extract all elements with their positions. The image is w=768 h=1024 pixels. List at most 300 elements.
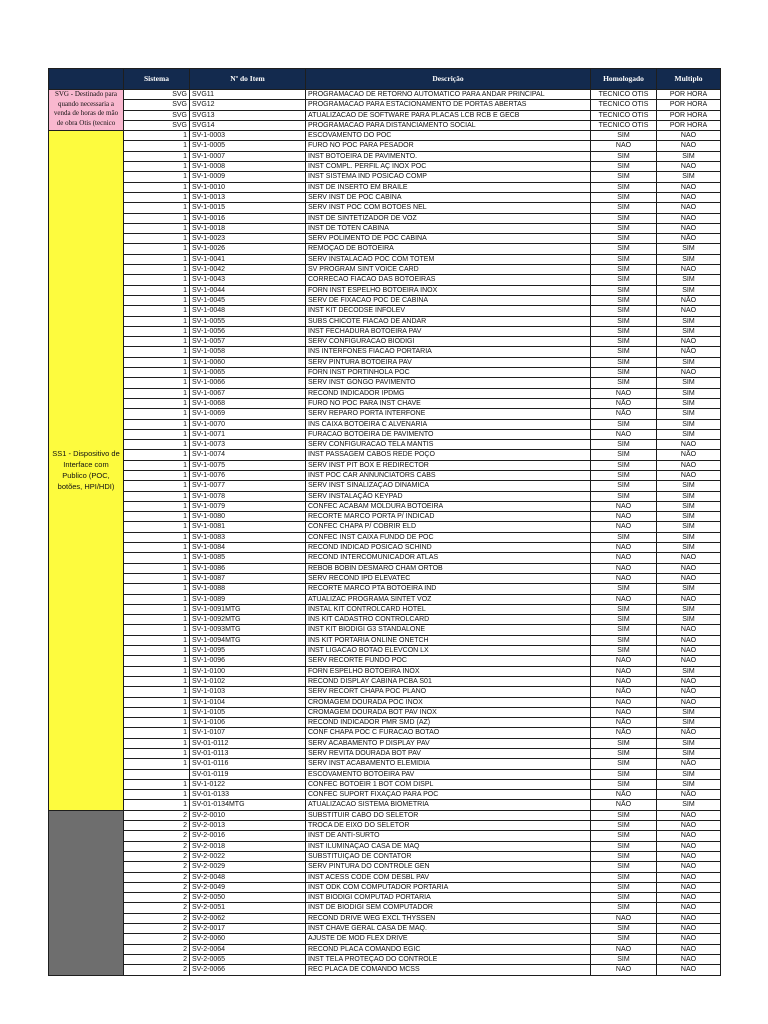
descricao-cell: INS KIT PORTARIA ONLINE ONETCH	[306, 635, 591, 645]
homologado-cell: NAO	[591, 553, 657, 563]
header-row	[49, 69, 721, 90]
item-cell: SV-2-0010	[190, 810, 306, 820]
multiplo-cell: NAO	[657, 192, 721, 202]
sistema-cell: 1	[124, 234, 190, 244]
table-row	[49, 162, 721, 172]
sistema-cell: 2	[124, 882, 190, 892]
multiplo-cell: NAO	[657, 573, 721, 583]
multiplo-cell: SIM	[657, 172, 721, 182]
item-cell: SV-1-0073	[190, 440, 306, 450]
table-row	[49, 501, 721, 511]
homologado-cell: NAO	[591, 141, 657, 151]
sistema-cell: 1	[124, 440, 190, 450]
descricao-cell: INST KIT DECODSE INFOLEV	[306, 306, 591, 316]
homologado-cell: SIM	[591, 337, 657, 347]
homologado-cell: NAO	[591, 913, 657, 923]
table-row	[49, 419, 721, 429]
table-row	[49, 388, 721, 398]
descricao-cell: SERV INST POC COM BOTOES NEL	[306, 203, 591, 213]
descricao-cell: INST ODK COM COMPUTADOR PORTARIA	[306, 882, 591, 892]
sistema-cell: 1	[124, 676, 190, 686]
descricao-cell: PROGRAMACAO PARA ESTACIONAMENTO DE PORTAS ABERTAS	[306, 100, 591, 110]
multiplo-cell: NAO	[657, 182, 721, 192]
sistema-cell: 1	[124, 460, 190, 470]
item-cell: SV-1-0026	[190, 244, 306, 254]
multiplo-cell: NAO	[657, 306, 721, 316]
descricao-cell: INS INTERFONES FIACAO PORTARIA	[306, 347, 591, 357]
table-row	[49, 440, 721, 450]
item-cell: SV-1-0008	[190, 162, 306, 172]
descricao-cell: SERV CONFIGURACAO TELA MANTIS	[306, 440, 591, 450]
homologado-cell: SIM	[591, 450, 657, 460]
table-row	[49, 553, 721, 563]
table-row	[49, 584, 721, 594]
sistema-cell: 1	[124, 182, 190, 192]
homologado-cell: SIM	[591, 934, 657, 944]
table-row	[49, 254, 721, 264]
homologado-cell: SIM	[591, 347, 657, 357]
multiplo-cell: NAO	[657, 635, 721, 645]
homologado-cell: SIM	[591, 131, 657, 141]
sistema-cell: 1	[124, 162, 190, 172]
homologado-cell: NAO	[591, 707, 657, 717]
table-row	[49, 635, 721, 645]
descricao-cell: ESCOVAMENTO DO POC	[306, 131, 591, 141]
item-cell: SV-2-0065	[190, 954, 306, 964]
table-row	[49, 594, 721, 604]
multiplo-cell: POR HORA	[657, 100, 721, 110]
table-row	[49, 368, 721, 378]
item-cell: SV-2-0013	[190, 821, 306, 831]
item-cell: SV-1-0048	[190, 306, 306, 316]
homologado-cell: NAO	[591, 429, 657, 439]
item-cell: SV-1-0066	[190, 378, 306, 388]
table-row	[49, 790, 721, 800]
multiplo-cell: SIM	[657, 378, 721, 388]
group-label-cell	[49, 90, 124, 131]
table-row	[49, 337, 721, 347]
table-row	[49, 316, 721, 326]
descricao-cell: SERV REVITA DOURADA BOT PAV	[306, 749, 591, 759]
descricao-cell: INS KIT CADASTRO CONTROLCARD	[306, 615, 591, 625]
table-row	[49, 141, 721, 151]
descricao-cell: CORRECAO FIACAO DAS BOTOEIRAS	[306, 275, 591, 285]
item-cell: SV-1-0007	[190, 151, 306, 161]
descricao-cell: INST DE TOTEN CABINA	[306, 223, 591, 233]
homologado-cell: NÃO	[591, 790, 657, 800]
item-cell: SV-2-0016	[190, 831, 306, 841]
sistema-cell: SVG	[124, 90, 190, 100]
multiplo-cell: SIM	[657, 357, 721, 367]
descricao-cell: FURACAO BOTOEIRA DE PAVIMENTO	[306, 429, 591, 439]
descricao-cell: SERV RECORT CHAPA POC PLANO	[306, 687, 591, 697]
item-cell: SV-2-0048	[190, 872, 306, 882]
table-row	[49, 924, 721, 934]
multiplo-cell: NÃO	[657, 347, 721, 357]
sistema-cell: 1	[124, 553, 190, 563]
item-cell: SV-1-0107	[190, 728, 306, 738]
multiplo-cell: NAO	[657, 625, 721, 635]
sistema-cell: 1	[124, 532, 190, 542]
item-cell: SV-2-0017	[190, 924, 306, 934]
descricao-cell: INST DE BIODIGI SEM COMPUTADOR	[306, 903, 591, 913]
descricao-cell: RECORTE MARCO PTA BOTOEIRA IND	[306, 584, 591, 594]
homologado-cell: SIM	[591, 810, 657, 820]
sistema-cell	[124, 769, 190, 779]
table-row	[49, 265, 721, 275]
item-cell: SV-1-0075	[190, 460, 306, 470]
descricao-cell: RECOND INDICADOR IPDMG	[306, 388, 591, 398]
item-cell: SV-2-0022	[190, 851, 306, 861]
homologado-cell: SIM	[591, 954, 657, 964]
descricao-cell: ATUALIZACAO DE SOFTWARE PARA PLACAS LCB RCB E GECB	[306, 110, 591, 120]
descricao-cell: SV PROGRAM SINT VOICE CARD	[306, 265, 591, 275]
table-row	[49, 934, 721, 944]
homologado-cell: TECNICO OTIS	[591, 110, 657, 120]
item-cell: SVG13	[190, 110, 306, 120]
multiplo-cell: NAO	[657, 934, 721, 944]
homologado-cell: SIM	[591, 635, 657, 645]
item-cell: SV-1-0080	[190, 512, 306, 522]
header-homologado: Homologado	[591, 69, 657, 90]
sistema-cell: 1	[124, 707, 190, 717]
table-row	[49, 100, 721, 110]
item-cell: SV-01-0116	[190, 759, 306, 769]
sistema-cell: 1	[124, 481, 190, 491]
descricao-cell: SERV INST ACABAMENTO ELEMIDIA	[306, 759, 591, 769]
multiplo-cell: NAO	[657, 810, 721, 820]
sistema-cell: 1	[124, 450, 190, 460]
homologado-cell: NAO	[591, 512, 657, 522]
table-row	[49, 172, 721, 182]
multiplo-cell: NÃO	[657, 295, 721, 305]
multiplo-cell: SIM	[657, 718, 721, 728]
item-cell: SV-1-0078	[190, 491, 306, 501]
descricao-cell: REC PLACA DE COMANDO MCSS	[306, 965, 591, 975]
table-row	[49, 882, 721, 892]
homologado-cell: SIM	[591, 851, 657, 861]
item-cell: SV-2-0060	[190, 934, 306, 944]
descricao-cell: SUBSTITUIÇAO DE CONTATOR	[306, 851, 591, 861]
item-cell: SV-01-0113	[190, 749, 306, 759]
descricao-cell: RECOND DISPLAY CABINA PCBA S01	[306, 676, 591, 686]
item-cell: SV-1-0018	[190, 223, 306, 233]
homologado-cell: SIM	[591, 213, 657, 223]
homologado-cell: SIM	[591, 481, 657, 491]
item-cell: SV-1-0081	[190, 522, 306, 532]
descricao-cell: INS CAIXA BOTOEIRA C ALVENARIA	[306, 419, 591, 429]
multiplo-cell: NAO	[657, 141, 721, 151]
sistema-cell: 1	[124, 398, 190, 408]
sistema-cell: 1	[124, 543, 190, 553]
multiplo-cell: SIM	[657, 769, 721, 779]
descricao-cell: RECOND PLACA COMANDO EGIC	[306, 944, 591, 954]
homologado-cell: NAO	[591, 656, 657, 666]
homologado-cell: SIM	[591, 470, 657, 480]
item-cell: SV-01-0119	[190, 769, 306, 779]
table-row	[49, 831, 721, 841]
homologado-cell: NAO	[591, 697, 657, 707]
table-row	[49, 893, 721, 903]
homologado-cell: SIM	[591, 254, 657, 264]
sistema-cell: 2	[124, 944, 190, 954]
item-cell: SV-2-0049	[190, 882, 306, 892]
item-cell: SV-1-0009	[190, 172, 306, 182]
item-cell: SV-1-0079	[190, 501, 306, 511]
table-row	[49, 460, 721, 470]
descricao-cell: SUBSTITUIR CABO DO SELETOR	[306, 810, 591, 820]
descricao-cell: CROMAGEM DOURADA POC INOX	[306, 697, 591, 707]
sistema-cell: 2	[124, 893, 190, 903]
descricao-cell: ATUALIZACAO SISTEMA BIOMETRIA	[306, 800, 591, 810]
table-row	[49, 872, 721, 882]
multiplo-cell: SIM	[657, 244, 721, 254]
multiplo-cell: SIM	[657, 512, 721, 522]
item-cell: SV-1-0056	[190, 326, 306, 336]
homologado-cell: SIM	[591, 326, 657, 336]
item-cell: SV-1-0092MTG	[190, 615, 306, 625]
multiplo-cell: SIM	[657, 707, 721, 717]
table-row	[49, 821, 721, 831]
descricao-cell: RECOND DRIVE WEG EXCL THYSSEN	[306, 913, 591, 923]
multiplo-cell: NAO	[657, 924, 721, 934]
homologado-cell: TECNICO OTIS	[591, 90, 657, 100]
sistema-cell: 1	[124, 388, 190, 398]
descricao-cell: INST KIT BIODIGI G3 STANDALONE	[306, 625, 591, 635]
homologado-cell: SIM	[591, 903, 657, 913]
descricao-cell: SERV CONFIGURACAO BIODIGI	[306, 337, 591, 347]
homologado-cell: SIM	[591, 378, 657, 388]
table-row	[49, 656, 721, 666]
descricao-cell: RECOND INDICADOR PMR SMD (AZ)	[306, 718, 591, 728]
sistema-cell: 1	[124, 584, 190, 594]
sistema-cell: 1	[124, 501, 190, 511]
homologado-cell: NAO	[591, 666, 657, 676]
homologado-cell: SIM	[591, 234, 657, 244]
sistema-cell: 1	[124, 203, 190, 213]
table-row	[49, 223, 721, 233]
multiplo-cell: SIM	[657, 666, 721, 676]
descricao-cell: SERV POLIMENTO DE POC CABINA	[306, 234, 591, 244]
descricao-cell: INST ACESS CODE COM DESBL PAV	[306, 872, 591, 882]
item-cell: SV-2-0064	[190, 944, 306, 954]
multiplo-cell: NAO	[657, 213, 721, 223]
item-cell: SV-1-0045	[190, 295, 306, 305]
sistema-cell: 1	[124, 594, 190, 604]
sistema-cell: 1	[124, 697, 190, 707]
sistema-cell: 1	[124, 625, 190, 635]
homologado-cell: SIM	[591, 491, 657, 501]
sistema-cell: 1	[124, 285, 190, 295]
descricao-cell: FURO NO POC PARA PESADOR	[306, 141, 591, 151]
homologado-cell: SIM	[591, 924, 657, 934]
table-row	[49, 862, 721, 872]
multiplo-cell: SIM	[657, 388, 721, 398]
sistema-cell: 1	[124, 491, 190, 501]
descricao-cell: CONFEC INST CAIXA FUNDO DE POC	[306, 532, 591, 542]
group-label-cell	[49, 810, 124, 975]
multiplo-cell: SIM	[657, 749, 721, 759]
homologado-cell: SIM	[591, 275, 657, 285]
homologado-cell: SIM	[591, 244, 657, 254]
sistema-cell: 1	[124, 244, 190, 254]
multiplo-cell: NÃO	[657, 728, 721, 738]
descricao-cell: INST FECHADURA BOTOEIRA PAV	[306, 326, 591, 336]
descricao-cell: INST PASSAGEM CABOS REDE POÇO	[306, 450, 591, 460]
table-row	[49, 810, 721, 820]
table-row	[49, 944, 721, 954]
table-row	[49, 800, 721, 810]
item-cell: SV-1-0100	[190, 666, 306, 676]
item-cell: SV-1-0106	[190, 718, 306, 728]
item-cell: SV-1-0089	[190, 594, 306, 604]
header-item: Nº do Item	[190, 69, 306, 90]
homologado-cell: NÃO	[591, 409, 657, 419]
sistema-cell: 1	[124, 738, 190, 748]
homologado-cell: SIM	[591, 604, 657, 614]
descricao-cell: CONF CHAPA POC C FURACAO BOTAO	[306, 728, 591, 738]
multiplo-cell: NÃO	[657, 687, 721, 697]
descricao-cell: INST SISTEMA IND POSICAO COMP	[306, 172, 591, 182]
sistema-cell: 1	[124, 306, 190, 316]
multiplo-cell: NAO	[657, 368, 721, 378]
sistema-cell: 1	[124, 615, 190, 625]
homologado-cell: NAO	[591, 594, 657, 604]
descricao-cell: SERV RECORTE FUNDO POC	[306, 656, 591, 666]
item-cell: SV-1-0084	[190, 543, 306, 553]
sistema-cell: 1	[124, 470, 190, 480]
item-cell: SV-2-0029	[190, 862, 306, 872]
item-cell: SV-1-0074	[190, 450, 306, 460]
table-row	[49, 697, 721, 707]
table-row	[49, 779, 721, 789]
descricao-cell: FORN INST ESPELHO BOTOEIRA INOX	[306, 285, 591, 295]
homologado-cell: NAO	[591, 965, 657, 975]
homologado-cell: SIM	[591, 440, 657, 450]
sistema-cell: 1	[124, 141, 190, 151]
descricao-cell: INST POC CAR ANNUNCIATORS CABS	[306, 470, 591, 480]
multiplo-cell: SIM	[657, 316, 721, 326]
item-cell: SV-1-0077	[190, 481, 306, 491]
multiplo-cell: NÃO	[657, 790, 721, 800]
multiplo-cell: NAO	[657, 440, 721, 450]
descricao-cell: PROGRAMACAO DE RETORNO AUTOMATICO PARA ANDAR PRINCIPAL	[306, 90, 591, 100]
descricao-cell: SERV RECOND IPD ELEVATEC	[306, 573, 591, 583]
table-row	[49, 759, 721, 769]
descricao-cell: SERV REPARO PORTA INTERFONE	[306, 409, 591, 419]
descricao-cell: REMOÇAO DE BOTOEIRA	[306, 244, 591, 254]
descricao-cell: INST COMPL. PERFIL AÇ INOX POC	[306, 162, 591, 172]
table-row	[49, 728, 721, 738]
sistema-cell: SVG	[124, 110, 190, 120]
table-row	[49, 769, 721, 779]
header-blank-cell	[49, 69, 124, 90]
item-cell: SV-1-0067	[190, 388, 306, 398]
item-cell: SV-1-0104	[190, 697, 306, 707]
table-row	[49, 192, 721, 202]
sistema-cell: 1	[124, 295, 190, 305]
item-cell: SV-2-0050	[190, 893, 306, 903]
homologado-cell: NAO	[591, 676, 657, 686]
homologado-cell: SIM	[591, 769, 657, 779]
table-row	[49, 182, 721, 192]
table-row	[49, 913, 721, 923]
multiplo-cell: SIM	[657, 481, 721, 491]
multiplo-cell: NAO	[657, 162, 721, 172]
homologado-cell: SIM	[591, 357, 657, 367]
table-row	[49, 347, 721, 357]
homologado-cell: TECNICO OTIS	[591, 120, 657, 130]
sistema-cell: 2	[124, 954, 190, 964]
sistema-cell: 2	[124, 841, 190, 851]
table-row	[49, 151, 721, 161]
multiplo-cell: SIM	[657, 615, 721, 625]
homologado-cell: NÃO	[591, 398, 657, 408]
table-row	[49, 90, 721, 100]
descricao-cell: RECOND INDICAD POSICAO SCHIND	[306, 543, 591, 553]
homologado-cell: SIM	[591, 584, 657, 594]
homologado-cell: SIM	[591, 151, 657, 161]
sistema-cell: 1	[124, 656, 190, 666]
sistema-cell: 2	[124, 831, 190, 841]
item-cell: SV-1-0088	[190, 584, 306, 594]
descricao-cell: INST TELA PROTEÇAO DO CONTROLE	[306, 954, 591, 964]
item-cell: SV-1-0015	[190, 203, 306, 213]
table-row	[49, 512, 721, 522]
homologado-cell: SIM	[591, 306, 657, 316]
header-multiplo: Multiplo	[657, 69, 721, 90]
table-row	[49, 234, 721, 244]
multiplo-cell: SIM	[657, 491, 721, 501]
descricao-cell: INST DE SINTETIZADOR DE VOZ	[306, 213, 591, 223]
sistema-cell: 1	[124, 357, 190, 367]
homologado-cell: NAO	[591, 944, 657, 954]
multiplo-cell: POR HORA	[657, 110, 721, 120]
multiplo-cell: SIM	[657, 285, 721, 295]
homologado-cell: SIM	[591, 882, 657, 892]
sistema-cell: 1	[124, 347, 190, 357]
descricao-cell: AJUSTE DE MOD FLEX DRIVE	[306, 934, 591, 944]
item-cell: SVG14	[190, 120, 306, 130]
item-cell: SV-1-0041	[190, 254, 306, 264]
homologado-cell: SIM	[591, 460, 657, 470]
homologado-cell: SIM	[591, 738, 657, 748]
homologado-cell: NAO	[591, 522, 657, 532]
sistema-cell: 1	[124, 512, 190, 522]
multiplo-cell: NAO	[657, 882, 721, 892]
table-row	[49, 295, 721, 305]
header-descricao: Descrição	[306, 69, 591, 90]
sistema-cell: 1	[124, 749, 190, 759]
descricao-cell: SERV PINTURA BOTOEIRA PAV	[306, 357, 591, 367]
sistema-cell: 1	[124, 316, 190, 326]
multiplo-cell: NAO	[657, 131, 721, 141]
sistema-cell: 1	[124, 275, 190, 285]
descricao-cell: CONFEC SUPORT FIXAÇAO PARA POC	[306, 790, 591, 800]
descricao-cell: FORN ESPELHO BOTOEIRA INOX	[306, 666, 591, 676]
sistema-cell: 1	[124, 265, 190, 275]
multiplo-cell: SIM	[657, 254, 721, 264]
item-cell: SV-1-0086	[190, 563, 306, 573]
homologado-cell: SIM	[591, 646, 657, 656]
homologado-cell: NAO	[591, 543, 657, 553]
sistema-cell: 1	[124, 779, 190, 789]
multiplo-cell: NAO	[657, 337, 721, 347]
descricao-cell: ESCOVAMENTO BOTOEIRA PAV	[306, 769, 591, 779]
sistema-cell: 1	[124, 687, 190, 697]
descricao-cell: SERV INSTALACAO POC COM TOTEM	[306, 254, 591, 264]
homologado-cell: SIM	[591, 749, 657, 759]
